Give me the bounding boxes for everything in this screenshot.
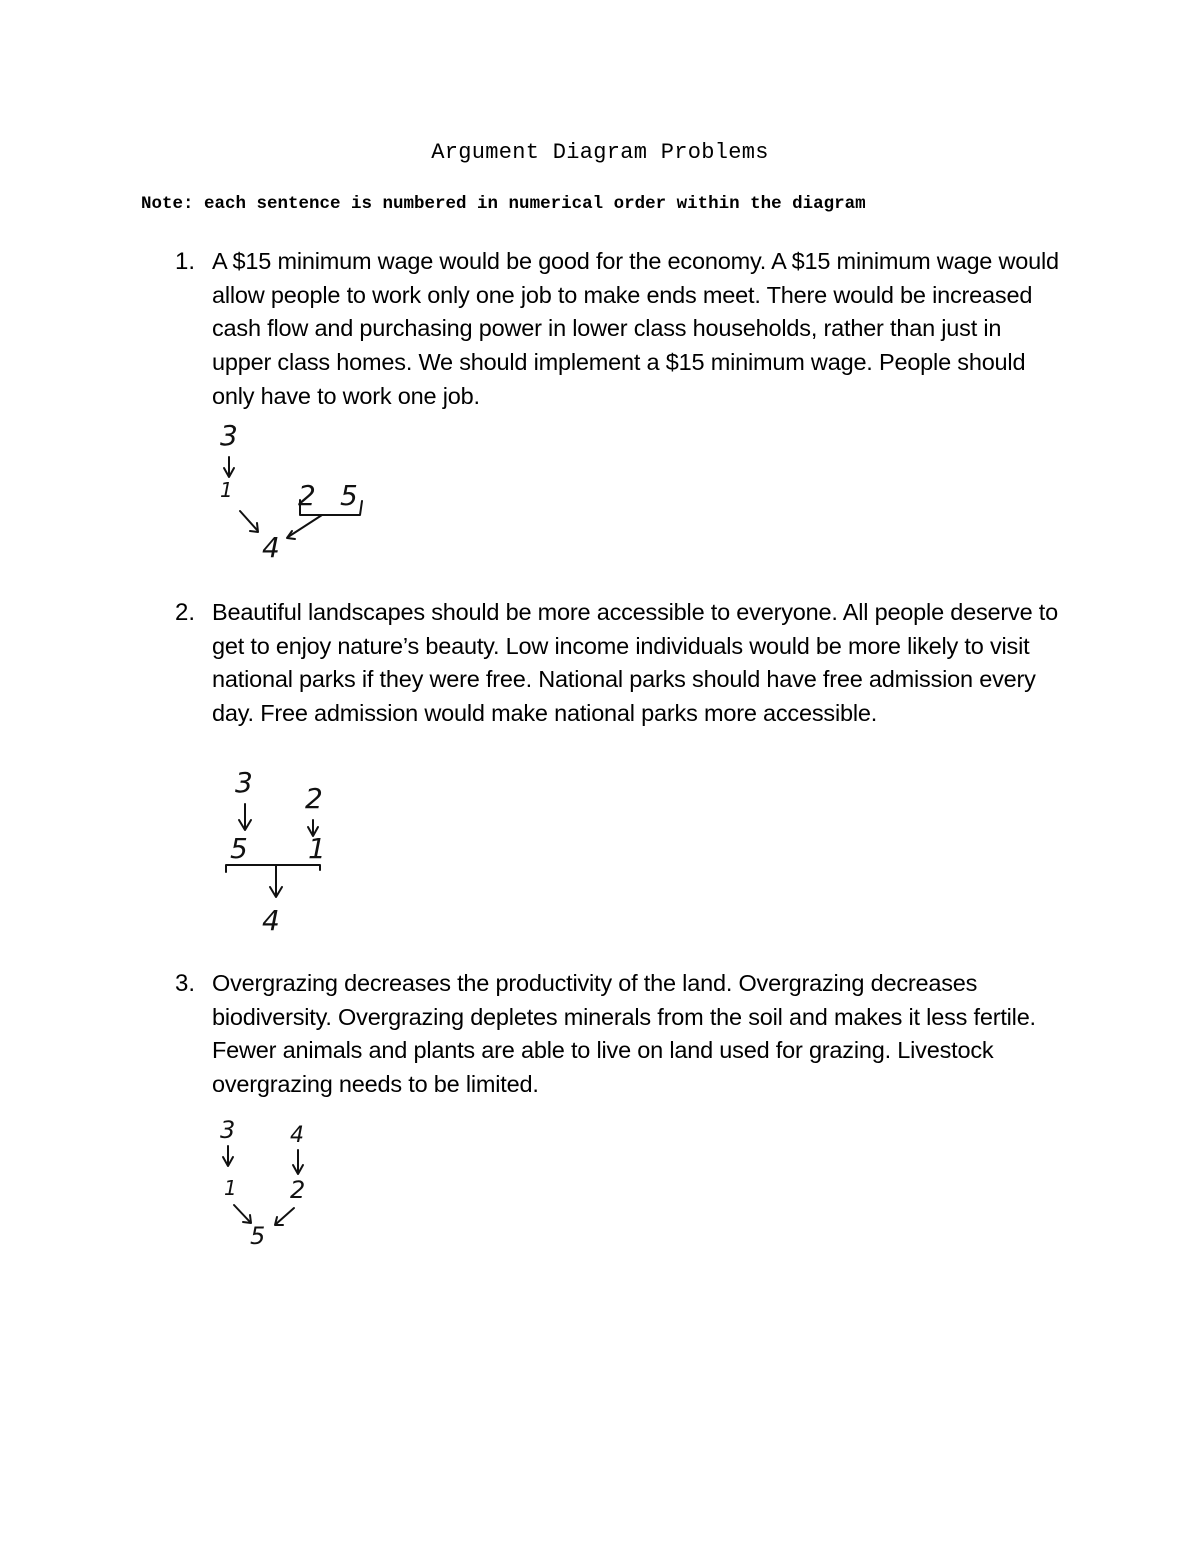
diagram-node: 4 [262, 904, 280, 937]
argument-diagram-3 [210, 1110, 330, 1250]
problem-number: 2. [175, 599, 196, 626]
diagram-node: 1 [224, 1176, 237, 1200]
diagram-arrow [276, 1208, 294, 1224]
problem-text: Beautiful landscapes should be more accessible to everyone. All people deserve to get to enjoy nature’s beauty. Low income individuals would be more likely to visit national parks if they were free. National parks should have free admission every day. Free admission would make national parks more accessible. [212, 599, 1059, 727]
diagram-bracket [226, 865, 320, 872]
argument-diagram-1 [200, 415, 400, 565]
argument-diagram-2 [210, 762, 350, 937]
diagram-node: 1 [308, 832, 326, 865]
problem-number: 3. [175, 970, 196, 997]
diagram-node: 2 [298, 479, 316, 512]
diagram-node: 5 [340, 479, 358, 512]
diagram-node: 4 [262, 531, 280, 564]
diagram-node: 5 [230, 832, 248, 865]
diagram-node: 5 [250, 1222, 266, 1250]
diagram-arrow [240, 511, 257, 530]
diagram-arrow [234, 1205, 250, 1222]
diagram-node: 1 [220, 478, 233, 502]
diagram-node: 3 [220, 1116, 236, 1144]
page-title: Argument Diagram Problems [431, 140, 769, 165]
diagram-node: 3 [235, 766, 253, 799]
diagram-node: 2 [290, 1176, 306, 1204]
problem-text: Overgrazing decreases the productivity of the land. Overgrazing decreases biodiversity. Overgrazing depletes minerals from the soil and makes it less fertile. Fewer animals and plants are able to live on land used for grazing. Livestock overgrazing needs to be limited. [212, 970, 1036, 1098]
problem-text: A $15 minimum wage would be good for the economy. A $15 minimum wage would allow people to work only one job to make ends meet. There would be increased cash flow and purchasing power in lower class households, rather than just in upper class homes. We should implement a $15 minimum wage. People should only have to work one job. [212, 248, 1059, 409]
diagram-node: 2 [305, 782, 323, 815]
problem-number: 1. [175, 248, 196, 275]
diagram-arrow [288, 515, 322, 537]
note-line: Note: each sentence is numbered in numerical order within the diagram [141, 194, 866, 214]
diagram-node: 3 [220, 419, 238, 452]
diagram-node: 4 [290, 1123, 304, 1148]
